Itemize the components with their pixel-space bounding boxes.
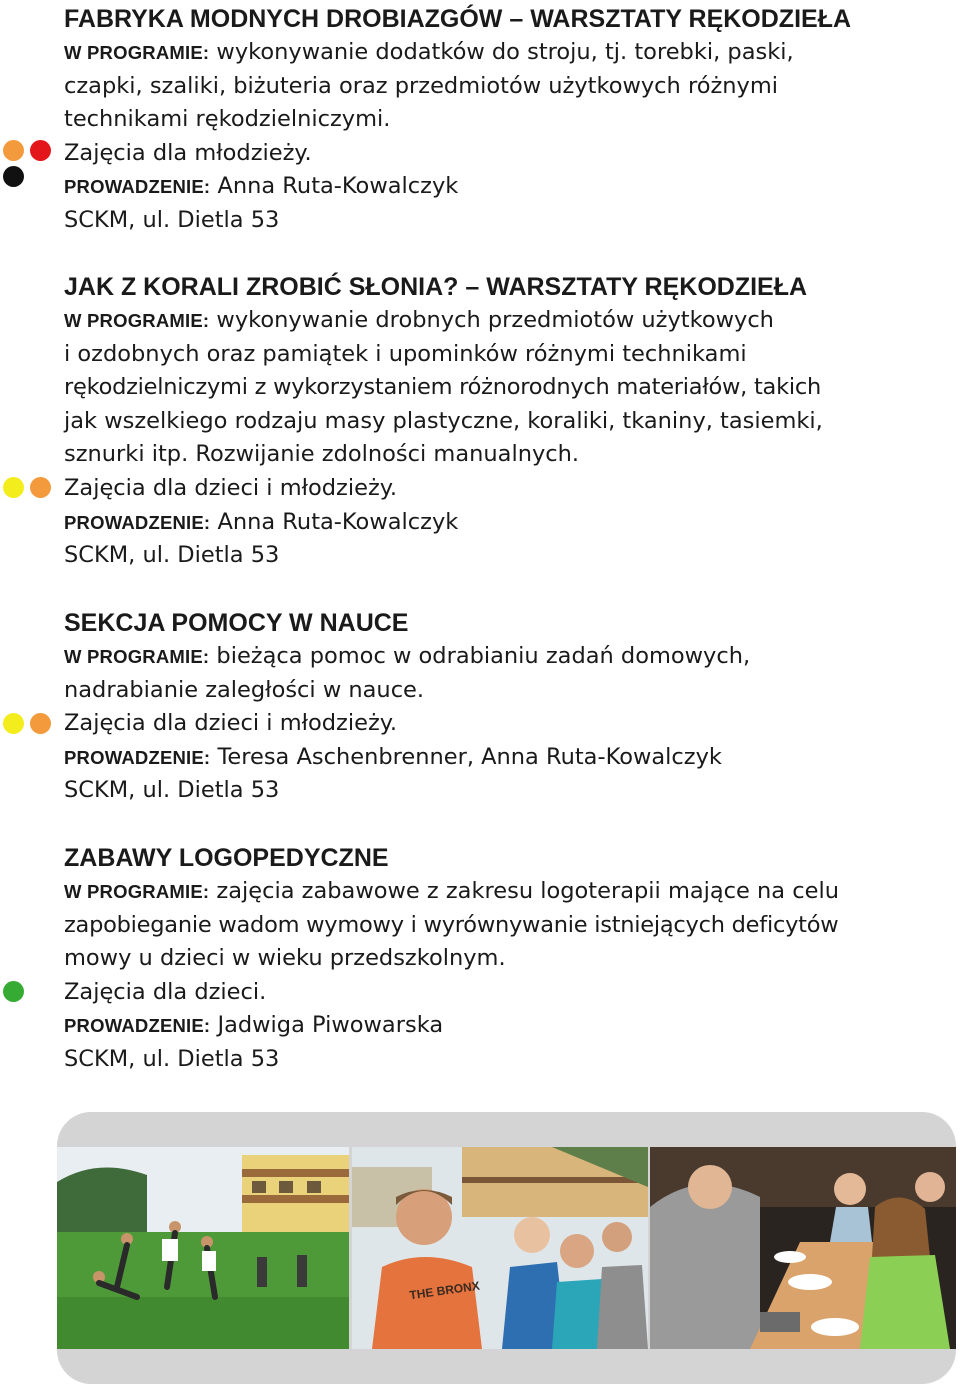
program-label: W PROGRAMIE: bbox=[64, 881, 210, 902]
craft-workshop-photo bbox=[650, 1147, 956, 1349]
program-line: rękodzielniczymi z wykorzystaniem różnorodnych materiałów, takich bbox=[64, 374, 821, 401]
program-label: W PROGRAMIE: bbox=[64, 42, 210, 63]
section-pomoc-w-nauce bbox=[64, 606, 954, 808]
section-fabryka bbox=[64, 2, 954, 238]
yellow-dot-icon bbox=[3, 713, 24, 734]
location-text: SCKM, ul. Dietla 53 bbox=[64, 777, 280, 804]
section-title: JAK Z KORALI ZROBIĆ SŁONIA? – WARSZTATY RĘKODZIEŁA bbox=[64, 273, 808, 301]
section-logopedia bbox=[64, 841, 954, 1077]
black-dot-icon bbox=[3, 166, 24, 187]
photo-strip bbox=[57, 1112, 956, 1384]
location-text: SCKM, ul. Dietla 53 bbox=[64, 542, 280, 569]
program-line: zapobieganie wadom wymowy i wyrównywanie istniejących deficytów bbox=[64, 911, 839, 938]
lead-name: Teresa Aschenbrenner, Anna Ruta-Kowalczyk bbox=[217, 743, 722, 770]
lead-line bbox=[64, 741, 954, 775]
red-dot-icon bbox=[30, 140, 51, 161]
audience-text: Zajęcia dla dzieci i młodzieży. bbox=[64, 710, 398, 737]
section-title: FABRYKA MODNYCH DROBIAZGÓW – WARSZTATY RĘKODZIEŁA bbox=[64, 5, 852, 33]
lead-label: PROWADZENIE: bbox=[64, 1015, 211, 1037]
program-line: technikami rękodzielniczymi. bbox=[64, 106, 391, 133]
program-text: wykonywanie drobnych przedmiotów użytkowych bbox=[216, 307, 774, 333]
green-dot-icon bbox=[3, 981, 24, 1002]
orange-dot-icon bbox=[3, 140, 24, 161]
program-line: nadrabianie zaległości w nauce. bbox=[64, 676, 425, 703]
program-line: mowy u dzieci w wieku przedszkolnym. bbox=[64, 945, 506, 972]
program-label: W PROGRAMIE: bbox=[64, 646, 210, 667]
lead-label: PROWADZENIE: bbox=[64, 176, 211, 198]
lead-line bbox=[64, 1009, 954, 1043]
program-text: wykonywanie dodatków do stroju, tj. torebki, paski, bbox=[216, 39, 794, 65]
lead-name: Jadwiga Piwowarska bbox=[217, 1012, 444, 1039]
yellow-dot-icon bbox=[3, 477, 24, 498]
orange-dot-icon bbox=[30, 713, 51, 734]
lead-label: PROWADZENIE: bbox=[64, 511, 211, 533]
program-line: jak wszelkiego rodzaju masy plastyczne, koraliki, tkaniny, tasiemki, bbox=[64, 407, 823, 434]
section-title: ZABAWY LOGOPEDYCZNE bbox=[64, 844, 389, 872]
section-title: SEKCJA POMOCY W NAUCE bbox=[64, 609, 409, 637]
orange-dot-icon bbox=[30, 477, 51, 498]
program-text: zajęcia zabawowe z zakresu logoterapii mające na celu bbox=[216, 878, 839, 904]
lead-name: Anna Ruta-Kowalczyk bbox=[217, 173, 459, 200]
audience-text: Zajęcia dla dzieci. bbox=[64, 978, 267, 1005]
program-line bbox=[64, 640, 954, 674]
program-line: sznurki itp. Rozwijanie zdolności manualnych. bbox=[64, 441, 580, 468]
program-label: W PROGRAMIE: bbox=[64, 310, 210, 331]
audience-text: Zajęcia dla dzieci i młodzieży. bbox=[64, 474, 398, 501]
section-korale bbox=[64, 270, 954, 573]
location-text: SCKM, ul. Dietla 53 bbox=[64, 206, 280, 233]
location-text: SCKM, ul. Dietla 53 bbox=[64, 1045, 280, 1072]
outdoor-acrobatics-photo bbox=[57, 1147, 349, 1349]
program-line bbox=[64, 36, 954, 70]
shirt-print: THE BRONX bbox=[408, 1278, 481, 1303]
group-portrait-photo bbox=[352, 1147, 648, 1349]
lead-line bbox=[64, 170, 954, 204]
program-line: i ozdobnych oraz pamiątek i upominków różnymi technikami bbox=[64, 340, 747, 367]
program-line: czapki, szaliki, biżuteria oraz przedmiotów użytkowych różnymi bbox=[64, 72, 779, 99]
lead-label: PROWADZENIE: bbox=[64, 746, 211, 768]
program-line bbox=[64, 304, 954, 338]
program-text: bieżąca pomoc w odrabianiu zadań domowych, bbox=[216, 643, 751, 669]
lead-name: Anna Ruta-Kowalczyk bbox=[217, 508, 459, 535]
program-line bbox=[64, 875, 954, 909]
lead-line bbox=[64, 506, 954, 540]
audience-text: Zajęcia dla młodzieży. bbox=[64, 139, 312, 166]
